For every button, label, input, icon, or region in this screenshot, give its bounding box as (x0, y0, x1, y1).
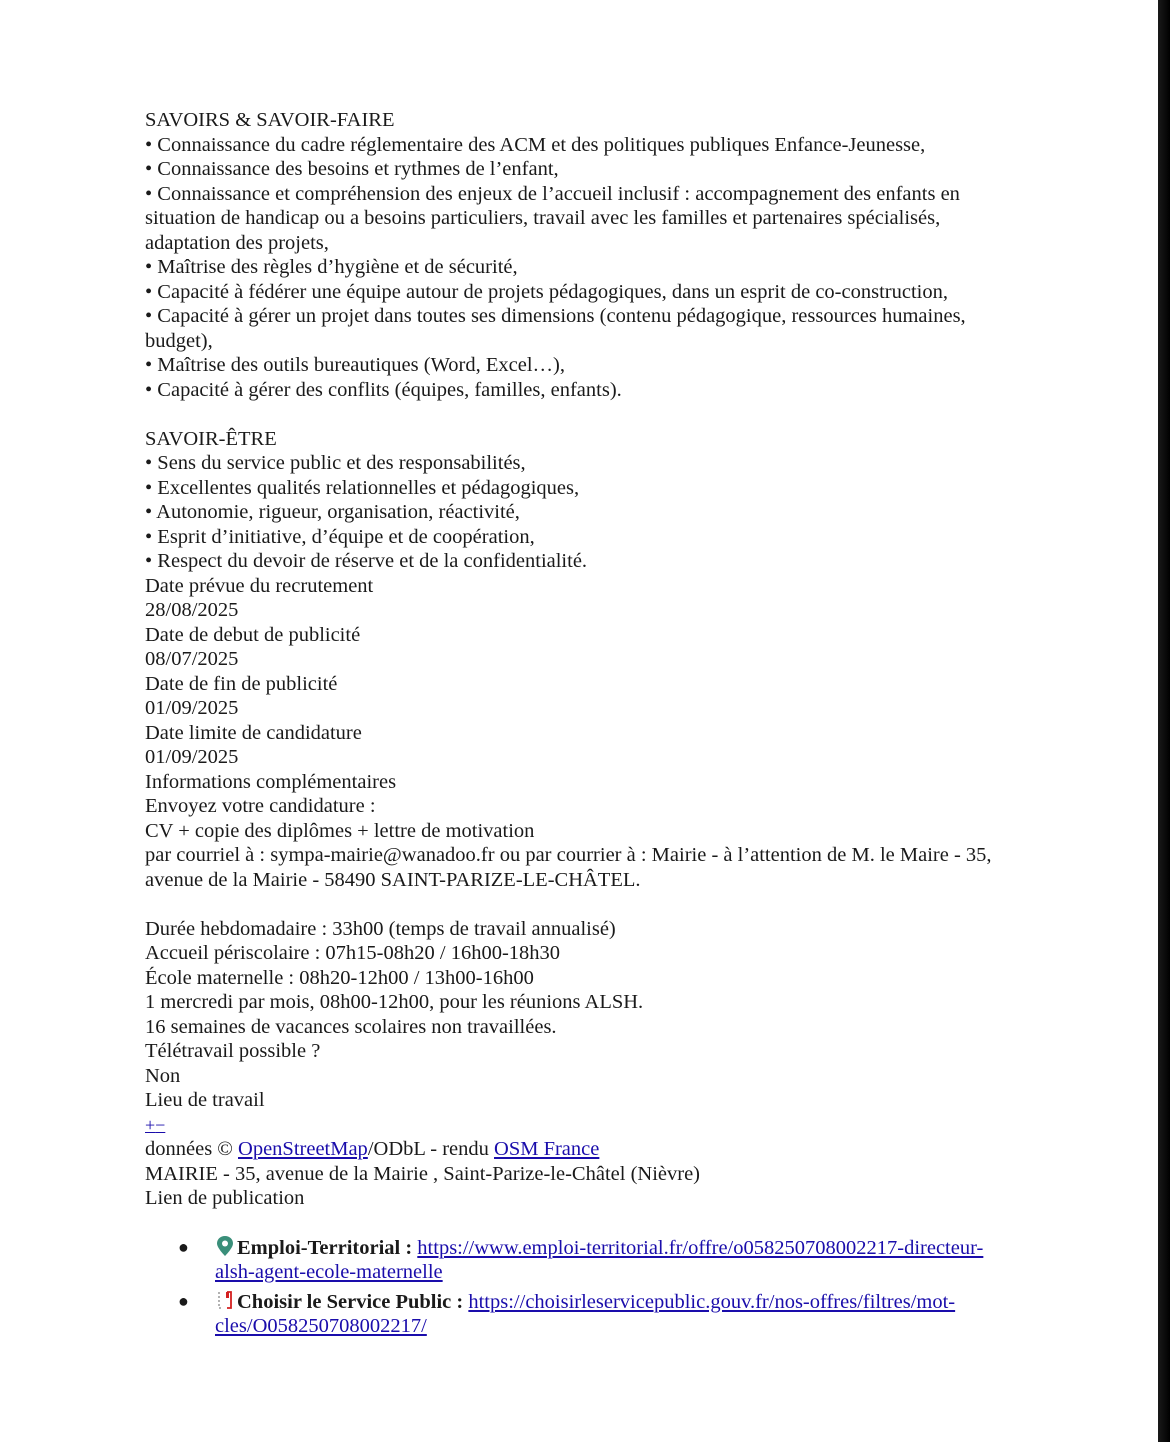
savoirs-item: • Maîtrise des outils bureautiques (Word, Excel…), (145, 354, 565, 376)
savoirs-item: • Connaissance du cadre réglementaire des ACM et des politiques publiques Enfance-Jeunesse, (145, 133, 926, 156)
schedule-line: Accueil périscolaire : 07h15-08h20 / 16h00-18h30 (145, 942, 561, 964)
page-edge (1158, 0, 1170, 1442)
bullet: ● (178, 1236, 189, 1257)
savoirs-item: • Connaissance et compréhension des enjeux de l’accueil inclusif : accompagnement des enfants en situation de handicap ou a besoins particuliers, travail avec les familles et partenaires spécialisés, adaptation des projets, (145, 182, 960, 254)
date-limite-value: 01/09/2025 (145, 746, 239, 768)
publication-label: Lien de publication (145, 1187, 305, 1209)
broken-image-icon (215, 1289, 235, 1311)
infos-label: Informations complémentaires (145, 770, 397, 793)
emploi-territorial-link[interactable]: https://www.emploi-territorial.fr/offre/o058250708002217-directeur-alsh-agent-ecole-maternelle (215, 1236, 984, 1283)
map-pin-icon (215, 1235, 235, 1257)
recrutement-value: 28/08/2025 (145, 599, 239, 621)
schedule-line: École maternelle : 08h20-12h00 / 13h00-16h00 (145, 966, 534, 989)
savoir-etre-heading: SAVOIR-ÊTRE (145, 427, 277, 450)
debut-publicite-label: Date de debut de publicité (145, 623, 361, 646)
fin-publicite-label: Date de fin de publicité (145, 672, 338, 695)
document-body (145, 108, 1015, 1343)
lieu-label: Lieu de travail (145, 1089, 265, 1111)
savoirs-item: • Connaissance des besoins et rythmes de l’enfant, (145, 158, 559, 180)
infos-line: par courriel à : sympa-mairie@wanadoo.fr ou par courrier à : Mairie - à l’attention de M. le Maire - 35, avenue de la Mairie - 58490 SAINT-PARIZE-LE-CHÂTEL. (145, 844, 992, 891)
map-zoom-controls (145, 1113, 1015, 1138)
savoirs-heading: SAVOIRS & SAVOIR-FAIRE (145, 109, 395, 131)
savoirs-item: • Capacité à fédérer une équipe autour de projets pédagogiques, dans un esprit de co-construction, (145, 280, 948, 303)
savoir-etre-item: • Esprit d’initiative, d’équipe et de coopération, (145, 525, 535, 548)
zoom-in-button[interactable]: + (145, 1114, 156, 1135)
spacer (145, 892, 1015, 917)
choisir-service-public-link[interactable]: https://choisirleservicepublic.gouv.fr/nos-offres/filtres/mot-cles/O058250708002217/ (215, 1290, 956, 1337)
list-item (145, 1235, 1015, 1285)
savoir-etre-item: • Respect du devoir de réserve et de la confidentialité. (145, 550, 588, 572)
map-attribution (145, 1137, 1015, 1162)
publication-list (145, 1235, 1015, 1339)
savoir-etre-item: • Excellentes qualités relationnelles et pédagogiques, (145, 476, 580, 499)
spacer (145, 402, 1015, 427)
schedule-line: 1 mercredi par mois, 08h00-12h00, pour les réunions ALSH. (145, 991, 644, 1013)
infos-line: Envoyez votre candidature : (145, 795, 376, 817)
teletravail-label: Télétravail possible ? (145, 1040, 321, 1062)
teletravail-value: Non (145, 1064, 181, 1087)
attribution-mid: /ODbL - rendu (367, 1138, 495, 1160)
debut-publicite-value: 08/07/2025 (145, 648, 239, 670)
openstreetmap-link[interactable]: OpenStreetMap (238, 1138, 368, 1160)
date-limite-label: Date limite de candidature (145, 721, 362, 744)
publication-name: Choisir le Service Public : (237, 1290, 469, 1313)
savoir-etre-item: • Sens du service public et des responsabilités, (145, 452, 526, 474)
list-item (145, 1289, 1015, 1339)
recrutement-label: Date prévue du recrutement (145, 574, 374, 597)
publication-name: Emploi-Territorial : (237, 1236, 418, 1259)
osm-france-link[interactable]: OSM France (494, 1138, 600, 1160)
savoirs-item: • Capacité à gérer un projet dans toutes ses dimensions (contenu pédagogique, ressources humaines, budget), (145, 305, 966, 352)
schedule-line: Durée hebdomadaire : 33h00 (temps de travail annualisé) (145, 917, 616, 940)
fin-publicite-value: 01/09/2025 (145, 697, 239, 719)
savoir-etre-item: • Autonomie, rigueur, organisation, réactivité, (145, 501, 520, 523)
lieu-address: MAIRIE - 35, avenue de la Mairie , Saint-Parize-le-Châtel (Nièvre) (145, 1162, 700, 1185)
schedule-line: 16 semaines de vacances scolaires non travaillées. (145, 1015, 557, 1038)
infos-line: CV + copie des diplômes + lettre de motivation (145, 819, 535, 842)
bullet: ● (178, 1290, 189, 1311)
savoirs-item: • Capacité à gérer des conflits (équipes, familles, enfants). (145, 378, 622, 401)
attribution-prefix: données © (145, 1138, 239, 1160)
zoom-out-button[interactable]: − (155, 1114, 166, 1135)
savoirs-item: • Maîtrise des règles d’hygiène et de sécurité, (145, 256, 518, 278)
